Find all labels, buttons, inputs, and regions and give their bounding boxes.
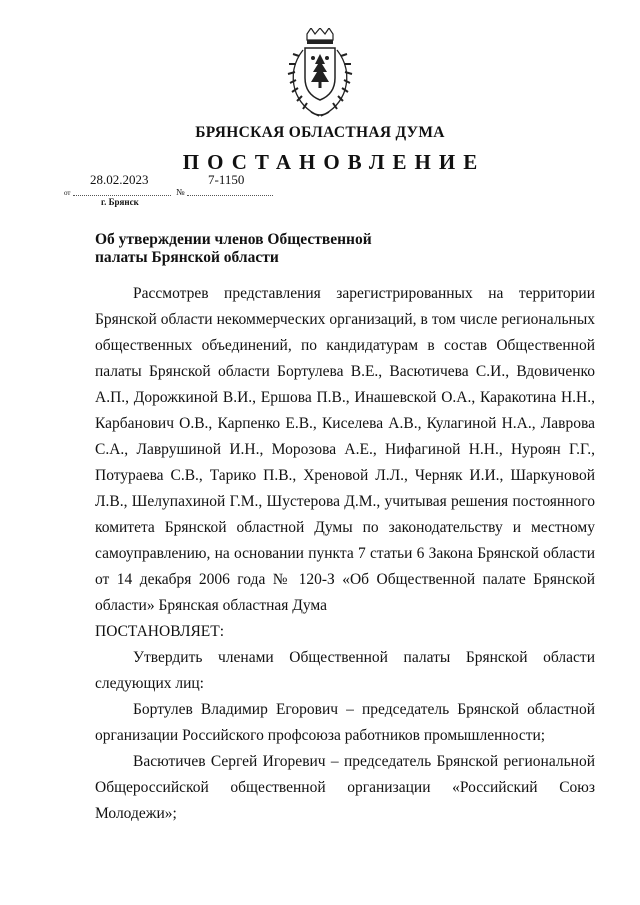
document-city: г. Брянск — [101, 197, 139, 207]
document-date: 28.02.2023 — [90, 172, 149, 187]
document-number: 7-1150 — [208, 172, 245, 187]
date-prefix: от — [64, 189, 71, 197]
member-item: Бортулев Владимир Егорович – председатель Брянской областной организации Российского профсоюза работников промышленности; — [95, 701, 595, 744]
date-line — [73, 195, 171, 196]
document-body — [95, 281, 595, 827]
coat-of-arms-icon — [285, 28, 355, 120]
number-prefix: № — [176, 187, 185, 197]
subject-line-1: Об утверждении членов Общественной — [95, 231, 372, 248]
subject-line-2: палаты Брянской области — [95, 249, 279, 266]
preamble-paragraph: Рассмотрев представления зарегистрированных на территории Брянской области некоммерческих организаций, в том числе региональных общественных объединений, по кандидатурам в состав Общественной палаты Брянской области Бортулева В.Е., Васютичева С.И., Вдовиченко А.П., Дорожкиной В.И., Ершова П.В., Инашевской О.А., Каракотина Н.Н., Карбанович О.В., Карпенко Е.В., Киселева А.В., Кулагиной Н.А., Лаврова С.А., Лаврушиной И.Н., Морозова А.Е., Нифагиной Н.Н., Нуроян Г.Г., Потураева С.В., Тарико П.В., Хреновой Л.Л., Черняк И.И., Шаркуновой Л.В., Шелупахиной Г.М., Шустерова Д.М., учитывая решения постоянного комитета Брянской областной Думы по законодательству и местному самоуправлению, на основании пункта 7 статьи 6 Закона Брянской области от 14 декабря 2006 года № 120-З «Об Общественной палате Брянской области» Брянская областная Дума — [95, 285, 595, 614]
resolves-heading: ПОСТАНОВЛЯЕТ: — [95, 623, 225, 640]
decision-paragraph: Утвердить членами Общественной палаты Брянской области следующих лиц: — [95, 649, 595, 692]
document-subject — [95, 231, 455, 267]
member-item: Васютичев Сергей Игоревич – председатель Брянской региональной Общероссийской общественной организации «Российский Союз Молодежи»; — [95, 753, 595, 822]
organization-name: БРЯНСКАЯ ОБЛАСТНАЯ ДУМА — [195, 124, 445, 141]
document-type: ПОСТАНОВЛЕНИЕ — [182, 150, 486, 174]
number-line — [187, 195, 273, 196]
